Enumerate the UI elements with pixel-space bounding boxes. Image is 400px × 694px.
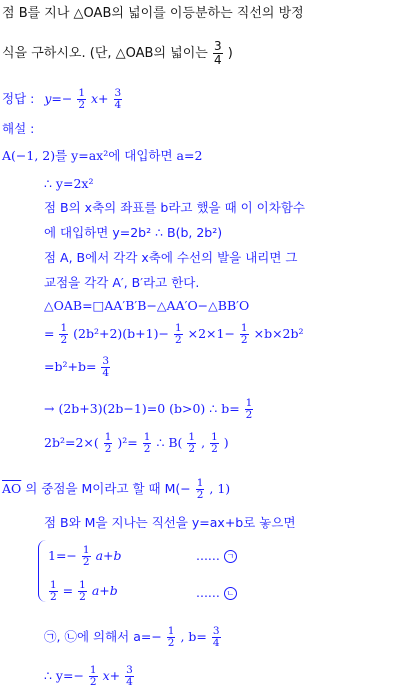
solution-step-7: △OAB=□AA′B′B−△AA′O−△BB′O <box>44 298 250 313</box>
solution-label: 해설 : <box>2 121 35 136</box>
question-line-2: 식을 구하시오. (단, △OAB의 넓이는 $\frac{3}{4}$ ) <box>2 39 233 67</box>
area-fraction: $\frac{3}{4}$ <box>213 39 222 67</box>
equation-2-tag: ...... ㄴ <box>196 585 237 600</box>
equation-1: 1=− $\frac{1}{2}$ a+b <box>48 544 122 568</box>
solution-step-4: 에 대입하면 y=2b² ∴ B(b, 2b²) <box>44 225 223 240</box>
answer-line: 정답 : y=− $\frac{1}{2}$ x+ $\frac{3}{4}$ <box>2 87 122 111</box>
segment-ao: $\overline{AO}$ <box>2 481 22 496</box>
solution-step-12: $\overline{AO}$ 의 중점을 M이라고 할 때 M(− $\frac{1}{2}$ , 1) <box>2 477 231 501</box>
solution-step-6: 교점을 각각 A′, B′라고 한다. <box>44 275 200 290</box>
solution-step-1: A(−1, 2)를 y=ax²에 대입하면 a=2 <box>2 148 203 163</box>
question-line-1: 점 B를 지나 △OAB의 넓이를 이등분하는 직선의 방정 <box>2 6 304 21</box>
circled-2-marker: ㄴ <box>224 587 237 600</box>
equation-1-tag: ...... ㄱ <box>196 548 237 563</box>
solution-step-8: = $\frac{1}{2}$ (2b²+2)(b+1)− $\frac{1}{2}$ ×2×1− $\frac{1}{2}$ ×b×2b² <box>44 322 304 346</box>
solution-step-2: ∴ y=2x² <box>44 176 94 191</box>
solution-final: ∴ y=− $\frac{1}{2}$ x+ $\frac{3}{4}$ <box>44 664 133 688</box>
circled-1-marker: ㄱ <box>224 550 237 563</box>
question-line-2-text: 식을 구하시오. (단, △OAB의 넓이는 <box>2 46 208 61</box>
solution-step-10: → (2b+3)(2b−1)=0 (b>0) ∴ b= $\frac{1}{2}$ <box>44 397 253 421</box>
equation-2: $\frac{1}{2}$ = $\frac{1}{2}$ a+b <box>50 579 118 603</box>
solution-step-11: 2b²=2×( $\frac{1}{2}$ )²= $\frac{1}{2}$ ∴ B( $\frac{1}{2}$ , $\frac{1}{2}$ ) <box>44 431 229 455</box>
system-brace <box>38 540 47 602</box>
answer-label: 정답 : <box>2 91 35 106</box>
solution-step-14: ㉠, ㉡에 의해서 a=− $\frac{1}{2}$ , b= $\frac{3}{4}$ <box>44 625 220 649</box>
solution-step-13: 점 B와 M을 지나는 직선을 y=ax+b로 놓으면 <box>44 515 296 530</box>
solution-step-3: 점 B의 x축의 좌표를 b라고 했을 때 이 이차함수 <box>44 200 305 215</box>
solution-step-5: 점 A, B에서 각각 x축에 수선의 발을 내리면 그 <box>44 250 298 265</box>
solution-step-9: =b²+b= $\frac{3}{4}$ <box>44 355 110 379</box>
